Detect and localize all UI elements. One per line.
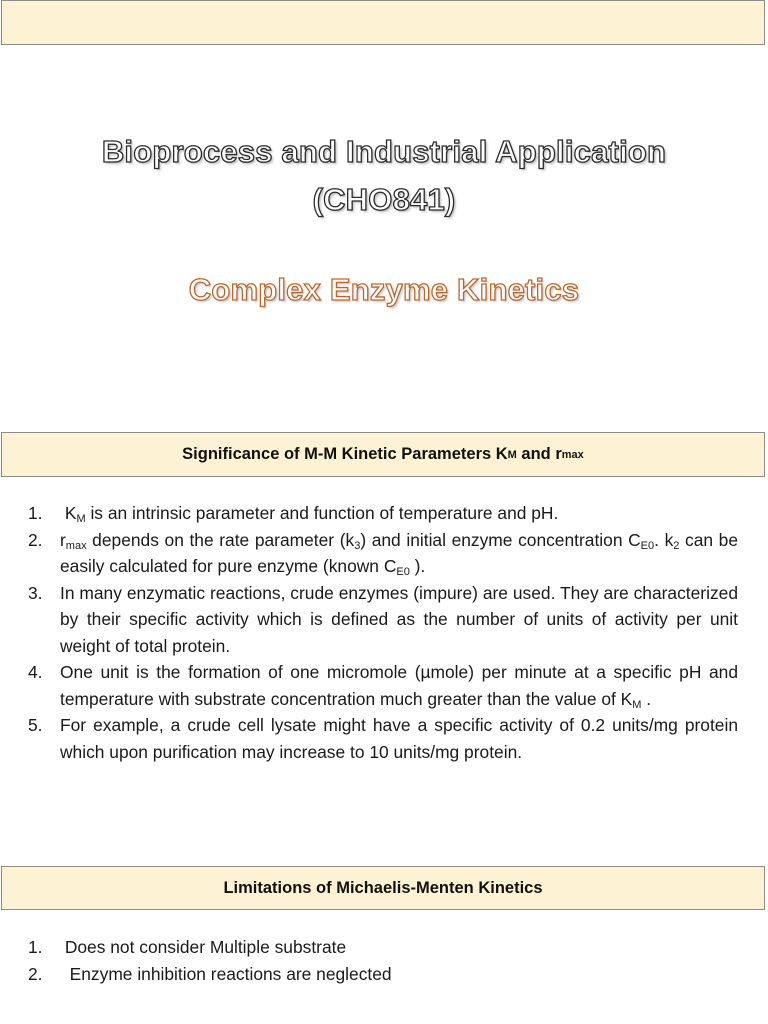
item-text: . xyxy=(641,688,652,709)
section-header-limitations xyxy=(1,866,765,910)
section-heading: Significance of M-M Kinetic Parameters K M and r max xyxy=(182,445,584,463)
heading-text: Significance of M-M Kinetic Parameters K xyxy=(182,445,508,463)
item-number: 1. xyxy=(28,503,43,523)
item-number: 2. xyxy=(28,529,43,550)
list-item xyxy=(18,527,738,580)
item-number: 1. xyxy=(28,937,43,957)
significance-list xyxy=(18,500,738,765)
top-banner xyxy=(1,0,765,45)
item-text: Does not consider Multiple substrate xyxy=(60,937,347,957)
item-text: One unit is the formation of one micromole (µmole) per minute at a specific pH and temperature with substrate concentration much greater than the value of K xyxy=(60,662,738,709)
course-title: Bioprocess and Industrial Application xyxy=(101,134,667,169)
subscript: max xyxy=(65,539,87,552)
subscript: E0 xyxy=(640,539,655,552)
item-text: depends on the rate parameter (k xyxy=(86,529,355,550)
item-text: can be easily calculated for pure enzyme (known C xyxy=(60,529,738,576)
lecture-subtitle: Complex Enzyme Kinetics xyxy=(188,272,580,307)
section-header-significance xyxy=(1,432,765,477)
heading-text: and r xyxy=(516,445,562,463)
list-item xyxy=(18,961,738,988)
item-text: For example, a crude cell lysate might have a specific activity of 0.2 units/mg protein which upon purification may increase to 10 units/mg protein. xyxy=(60,715,738,762)
item-text: In many enzymatic reactions, crude enzymes (impure) are used. They are characterized by their specific activity which is defined as the number of units of activity per unit weight of total protein. xyxy=(60,582,738,656)
list-item xyxy=(18,580,738,660)
list-item xyxy=(18,659,738,712)
item-number: 3. xyxy=(28,582,43,603)
item-number: 5. xyxy=(28,715,43,735)
subscript: 2 xyxy=(673,539,680,552)
item-text: ). xyxy=(409,556,426,576)
list-item xyxy=(18,712,738,765)
subscript: M xyxy=(632,698,642,711)
item-text: . k xyxy=(654,529,674,550)
subscript: 3 xyxy=(354,539,361,552)
subscript: M xyxy=(76,513,86,525)
item-text: Enzyme inhibition reactions are neglected xyxy=(60,963,392,984)
list-item xyxy=(18,500,738,527)
item-text: ) and initial enzyme concentration C xyxy=(360,529,641,550)
item-number: 4. xyxy=(28,662,43,682)
item-text: is an intrinsic parameter and function of temperature and pH. xyxy=(85,503,559,523)
item-text: r xyxy=(60,529,66,550)
course-code: (CHO841) xyxy=(312,182,456,217)
limitations-list xyxy=(18,934,738,987)
list-item xyxy=(18,934,738,961)
item-text: K xyxy=(60,503,77,523)
item-number: 2. xyxy=(28,963,43,984)
subscript: E0 xyxy=(396,566,410,578)
section-heading: Limitations of Michaelis-Menten Kinetics xyxy=(223,878,543,897)
